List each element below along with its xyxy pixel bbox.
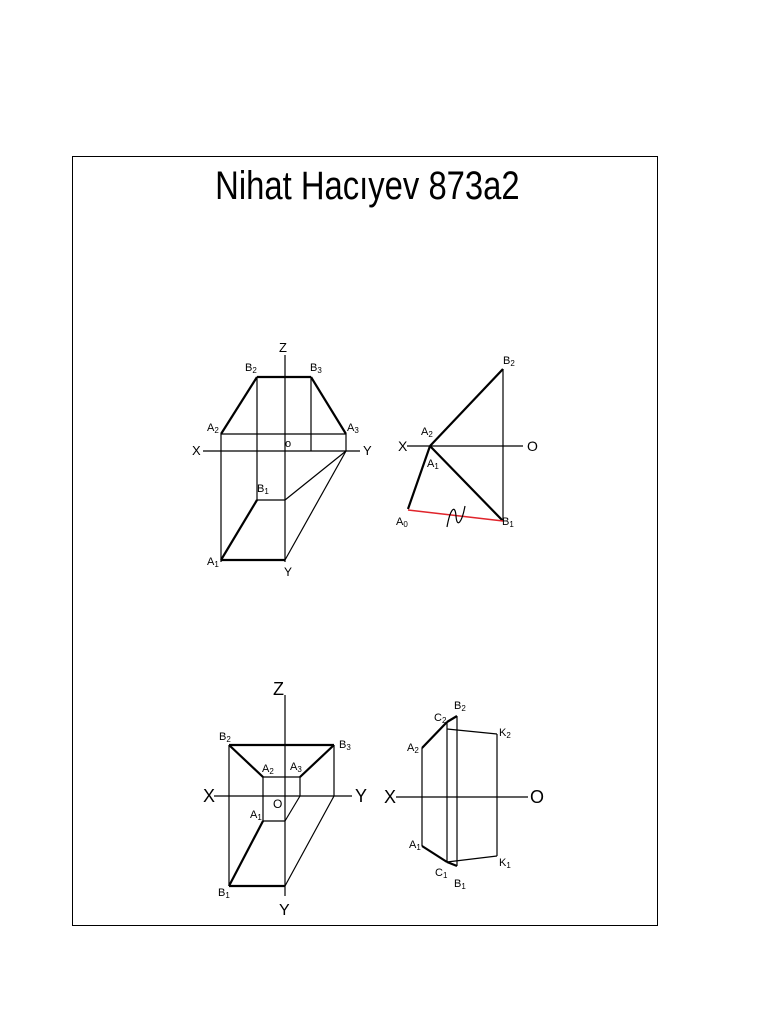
point-b2: B2 [219,731,231,744]
segment-a2-b2 [430,369,503,446]
z-label: Z [279,340,287,355]
origin-label: O [273,797,283,811]
o-label: O [527,438,538,454]
point-a1: A1 [427,458,439,471]
page-title: Nihat Hacıyev 873a2 [215,164,520,208]
point-a2: A2 [207,422,219,435]
x-label: X [192,443,201,458]
segment-a1-b1 [430,446,503,521]
equality-symbol [447,506,465,527]
edge-b3-a3 [300,745,334,777]
point-a0: A0 [396,516,408,529]
edge-a1-c1 [422,846,447,862]
z-label: Z [273,679,284,699]
edge-b3-a3 [311,377,346,434]
segment-a1-a0 [408,446,430,509]
point-b1: B1 [454,878,466,891]
point-a3: A3 [290,761,302,774]
edge-a2-b2 [221,377,257,434]
point-a1: A1 [207,556,219,569]
point-b2: B2 [245,362,257,375]
point-b1: B1 [502,516,514,529]
arc-a [285,451,346,560]
point-b1: B1 [257,483,269,496]
y-label: Y [355,786,368,806]
point-k1: K1 [499,857,511,870]
point-b1: B1 [218,887,230,900]
edge-c1-b1 [447,862,457,866]
y-bottom-label: Y [284,565,293,579]
point-b2: B2 [503,355,515,368]
y-label: Y [363,443,372,458]
point-a2: A2 [421,426,433,439]
point-b3: B3 [339,739,351,752]
edge-a1-b1 [221,500,257,560]
x-label: X [398,438,408,454]
point-a3: A3 [347,422,359,435]
x-label: X [384,787,397,807]
edge-a2-c2 [422,722,447,748]
point-c1: C1 [435,867,448,880]
edge-c2-k2 [447,729,497,734]
edge-b1-a1 [229,821,263,886]
o-label: O [530,787,545,807]
figure-2 [396,355,538,529]
edge-c1-k1 [447,856,497,862]
point-a2: A2 [407,742,419,755]
y-bottom-label: Y [279,902,290,919]
point-a1: A1 [250,809,262,822]
point-c2: C2 [434,712,447,725]
point-b3: B3 [310,362,322,375]
origin-label: o [285,438,292,450]
point-a1: A1 [409,839,421,852]
arc-a [285,796,300,821]
point-a2: A2 [262,763,274,776]
edge-b2-a2 [229,745,263,777]
arc-b [285,451,346,500]
x-label: X [203,786,216,806]
edge-c2-b2 [447,716,457,722]
figure-3 [203,679,367,919]
point-b2: B2 [454,700,466,713]
figure-4 [384,700,544,891]
figure-1 [192,340,372,579]
point-k2: K2 [499,727,511,740]
